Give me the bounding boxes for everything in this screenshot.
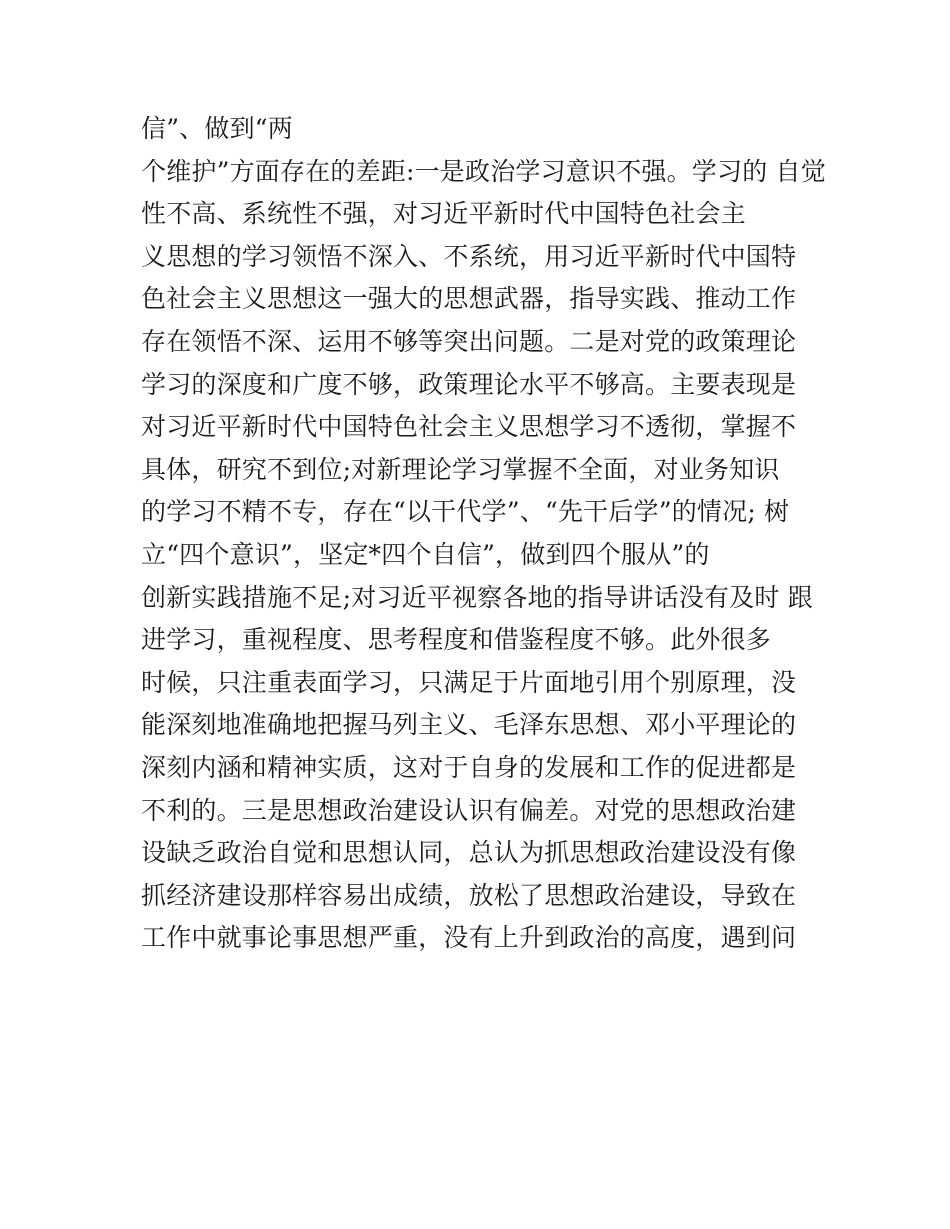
text-line: 个维护”方面存在的差距:一是政治学习意识不强。学习的 自觉 bbox=[141, 156, 826, 186]
text-line: 抓经济建设那样容易出成绩，放松了思想政治建设，导致在 bbox=[141, 880, 797, 910]
text-line: 的学习不精不专，存在“以干代学”、“先干后学”的情况; 树 bbox=[141, 497, 790, 527]
text-line: 义思想的学习领悟不深入、不系统，用习近平新时代中国特 bbox=[141, 241, 797, 271]
text-line: 立“四个意识”，坚定*四个自信”，做到四个服从”的 bbox=[141, 539, 710, 569]
text-line: 信”、做到“两 bbox=[141, 114, 293, 143]
text-line: 创新实践措施不足;对习近平视察各地的指导讲话没有及时 跟 bbox=[141, 582, 813, 612]
text-line: 对习近平新时代中国特色社会主义思想学习不透彻，掌握不 bbox=[141, 412, 797, 442]
text-line: 工作中就事论事思想严重，没有上升到政治的高度，遇到问 bbox=[141, 923, 797, 953]
text-line: 不利的。三是思想政治建设认识有偏差。对党的思想政治建 bbox=[141, 795, 797, 825]
text-line: 学习的深度和广度不够，政策理论水平不够高。主要表现是 bbox=[141, 369, 797, 399]
body-text bbox=[141, 108, 826, 960]
text-line: 具体，研究不到位;对新理论学习掌握不全面，对业务知识 bbox=[141, 454, 780, 484]
text-line: 设缺乏政治自觉和思想认同，总认为抓思想政治建设没有像 bbox=[141, 838, 797, 868]
text-line: 性不高、系统性不强，对习近平新时代中国特色社会主 bbox=[141, 199, 746, 229]
text-line: 进学习，重视程度、思考程度和借鉴程度不够。此外很多 bbox=[141, 625, 772, 655]
text-line: 深刻内涵和精神实质，这对于自身的发展和工作的促进都是 bbox=[141, 752, 797, 782]
text-line: 时候，只注重表面学习，只满足于片面地引用个别原理，没 bbox=[141, 667, 797, 697]
text-line: 能深刻地准确地把握马列主义、毛泽东思想、邓小平理论的 bbox=[141, 710, 797, 740]
text-line: 色社会主义思想这一强大的思想武器，指导实践、推动工作 bbox=[141, 284, 797, 314]
text-line: 存在领悟不深、运用不够等突出问题。二是对党的政策理论 bbox=[141, 326, 797, 356]
